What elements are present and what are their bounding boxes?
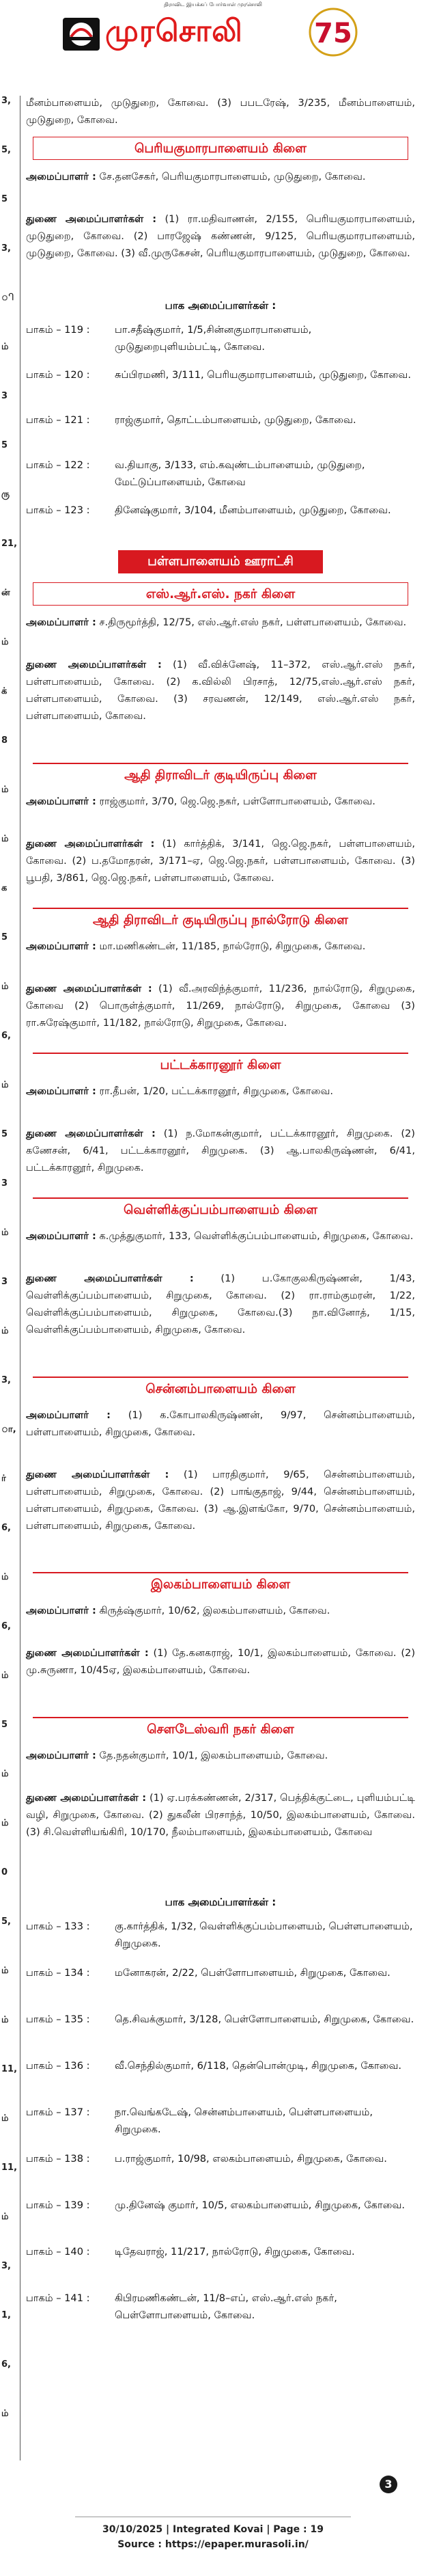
adjacent-column-fragment-text: ர் — [1, 1474, 6, 1484]
adjacent-column-fragment-text: ம் — [1, 785, 9, 795]
organiser-paragraph: அமைப்பாளர் : (1) க.கோபாலகிருஷ்ணன், 9/97, சென்னம்பாளையம், பள்ளபாளையம், சிறுமுகை, கோவை. — [26, 1409, 415, 1438]
adjacent-column-fragment-text: 5 — [1, 1720, 8, 1730]
adjacent-column-fragment-text: 3 — [1, 1178, 8, 1189]
booth-number: பாகம் – 121 : — [26, 414, 90, 426]
booth-organisers-title: பாக அமைப்பாளர்கள் : — [165, 1896, 276, 1908]
booth-organiser: மு.தினேஷ் குமார், 10/5, எலகம்பாளையம், சிறுமுகை, கோவை. — [115, 2199, 406, 2211]
section-heading-ilakampalayam: இலகம்பாளையம் கிளை — [33, 1572, 408, 1595]
deputy-organisers-paragraph: துணை அமைப்பாளர்கள் : (1) கார்த்திக், 3/141, ஜெ.ஜெ.நகர், பள்ளபாளையம், கோவை. (2) ப.தமோதரன், 3/171–ஏ, ஜெ.ஜெ.நகர், பள்ளபாளையம், கோவை. (3) பூபதி, 3/861, ஜெ.ஜெ.நகர், பள்ளபாளையம், கோவை. — [26, 838, 416, 884]
organiser-paragraph: அமைப்பாளர் : ரா.தீபன், 1/20, பட்டக்காரனூர், சிறுமுகை, கோவை. — [26, 1085, 334, 1097]
adjacent-column-fragment-text: ம் — [1, 342, 9, 352]
adjacent-column-fragment-text: 6, — [1, 1031, 11, 1041]
masthead — [0, 0, 426, 56]
booth-organiser: கு.கார்த்திக், 1/32, வெள்ளிக்குப்பம்பாளையம், பெள்ளபாளையம், சிறுமுகை. — [115, 1921, 413, 1949]
organiser-paragraph: அமைப்பாளர் : ராஜ்குமார், 3/70, ஜெ.ஜெ.நகர், பள்ளோபாளையம், கோவை. — [26, 796, 375, 807]
logo-wordmark: முரசொலி — [105, 14, 243, 49]
adjacent-column-fragment-text: ம் — [1, 2409, 9, 2419]
adjacent-column-fragment-text: 8 — [1, 735, 8, 746]
deputy-organisers-paragraph: துணை அமைப்பாளர்கள் : (1) வீ.அரவிந்த்குமார், 11/236, நால்ரோடு, சிறுமுகை, கோவை (2) பொருள்த்குமார், 11/269, நால்ரோடு, சிறுமுகை, கோவை (3) ரா.சுரேஷ்குமார், 11/182, நால்ரோடு, சிறுமுகை, கோவை. — [26, 983, 416, 1029]
newspaper-logo[interactable] — [61, 7, 362, 55]
adjacent-column-fragment-text: 5, — [1, 1916, 11, 1927]
booth-organiser: வீ.செந்தில்குமார், 6/118, தென்பொன்முடி, சிறுமுகை, கோவை. — [115, 2060, 402, 2072]
organiser-paragraph: அமைப்பாளர் : சே.தனசேகர், பெரியகுமாரபாளையம், முடுதுறை, கோவை. — [26, 171, 366, 182]
section-heading-adi-dravidar: ஆதி திராவிடர் குடியிருப்பு கிளை — [33, 763, 408, 786]
booth-organiser: மனோகரன், 2/22, பெள்ளோபாளையம், சிறுமுகை, கோவை. — [115, 1967, 390, 1979]
adjacent-column-fragment-text: ம் — [1, 981, 9, 992]
booth-number: பாகம் – 136 : — [26, 2060, 90, 2072]
booth-organiser: கிபிரமணிகண்டன், 11/8–எப், எஸ்.ஆர்.எஸ் நகர், பெள்ளோபாளையம், கோவை. — [115, 2292, 337, 2321]
adjacent-column-fragment-text: ம் — [1, 834, 9, 844]
adjacent-column-fragment — [0, 96, 20, 2460]
section-heading-saradesvari-nagar: சௌடேஸ்வரி நகர் கிளை — [33, 1717, 408, 1740]
booth-organiser: ப.ராஜ்குமார், 10/98, எலகம்பாளையம், சிறுமுகை, கோவை. — [115, 2153, 387, 2165]
deputy-organisers-paragraph: துணை அமைப்பாளர்கள் : (1) வீ.விக்னேஷ், 11–372, எஸ்.ஆர்.எஸ் நகர், பள்ளபாளையம், கோவை. (2) க.வில்லி பிரசாத், 12/75,எஸ்.ஆர்.எஸ் நகர், பள்ளபாளையம், கோவை. (3) சரவணன், 12/149, எஸ்.ஆர்.எஸ் நகர், பள்ளபாளையம், கோவை. — [26, 659, 415, 722]
deputy-organisers-paragraph: துணை அமைப்பாளர்கள் : (1) தே.கனகராஜ், 10/1, இலகம்பாளையம், கோவை. (2) மு.சுருணா, 10/45ஏ, இலகம்பாளையம், கோவை. — [26, 1647, 416, 1676]
adjacent-column-fragment-text: 5 — [1, 1129, 8, 1139]
adjacent-column-fragment-text: 3, — [1, 243, 11, 254]
booth-organiser: தெ.சிவக்குமார், 3/128, பெள்ளோபாளையம், சிறுமுகை, கோவை. — [115, 2014, 414, 2025]
adjacent-column-fragment-text: ம் — [1, 2212, 9, 2222]
deputy-organisers-paragraph: துணை அமைப்பாளர்கள் : (1) ந.மோகன்குமார், பட்டக்காரனூர், சிறுமுகை. (2) கணேசன், 6/41, பட்டக்காரனூர், சிறுமுகை. (3) ஆ.பாலகிருஷ்ணன், 6/41, பட்டக்காரனூர், சிறுமுகை. — [26, 1128, 416, 1174]
adjacent-column-fragment-text: 5 — [1, 932, 8, 943]
adjacent-column-fragment-text: 1, — [1, 2310, 11, 2320]
booth-number: பாகம் – 133 : — [26, 1921, 90, 1932]
booth-number: பாகம் – 138 : — [26, 2153, 90, 2165]
booth-organisers-title: பாக அமைப்பாளர்கள் : — [165, 299, 276, 312]
section-heading-srs-nagar: எஸ்.ஆர்.எஸ். நகர் கிளை — [33, 582, 408, 606]
booth-organiser: டிதேவராஜ், 11/217, நால்ரோடு, சிறுமுகை, கோவை. — [115, 2246, 355, 2258]
badge-number: 75 — [314, 18, 352, 49]
booth-number: பாகம் – 122 : — [26, 459, 90, 471]
party-emblem-icon — [61, 16, 101, 52]
deputy-organisers-paragraph: துணை அமைப்பாளர்கள் : (1) பாரதிகுமார், 9/65, சென்னம்பாளையம், பள்ளபாளையம், சிறுமுகை, கோவை. (2) பாங்குதாஜ், 9/44, சென்னம்பாளையம், பள்ளபாளையம், சிறுமுகை, கோவை. (3) ஆ.இளங்கோ, 9/70, சென்னம்பாளையம், பள்ளபாளையம், சிறுமுகை, கோவை. — [26, 1469, 416, 1532]
booth-number: பாகம் – 135 : — [26, 2014, 90, 2025]
booth-organiser: ராஜ்குமார், தொட்டம்பாளையம், முடுதுறை, கோவை. — [115, 414, 356, 426]
deputy-organisers-paragraph: துணை அமைப்பாளர்கள் : (1) ஏ.பரக்கண்ணன், 2/317, பெத்திக்குட்டை, புளியம்பட்டி வழி, சிறுமுகை, கோவை. (2) துகலீன் பிரசாந்த், 10/50, இலகம்பாளையம், கோவை. (3) சி.வெள்ளியங்கிரி, 10/170, நீலம்பாளையம், இலகம்பாளையம், கோவை — [26, 1792, 416, 1838]
adjacent-column-fragment-text: ம் — [1, 1769, 9, 1779]
intro-paragraph: மீனம்பாளையம், முடுதுறை, கோவை. (3) பபடரேஷ், 3/235, மீனம்பாளையம், முடுதுறை, கோவை. — [26, 97, 415, 126]
adjacent-column-fragment-text: 6, — [1, 1621, 11, 1631]
adjacent-column-fragment-text: ம் — [1, 1228, 9, 1238]
deputy-organisers-paragraph: துணை அமைப்பாளர்கள் : (1) ப.கோகுலகிருஷ்ணன், 1/43, வெள்ளிக்குப்பம்பாளையம், சிறுமுகை, கோவை. (2) ரா.ராம்குமரன், 1/22, வெள்ளிக்குப்பம்பாளையம், சிறுமுகை, கோவை.(3) நா.வினோத், 1/15, வெள்ளிக்குப்பம்பாளையம், சிறுமுகை, கோவை. — [26, 1273, 415, 1336]
adjacent-column-fragment-text: 6, — [1, 1523, 11, 1533]
masthead-tagline: திராவிட இயக்கப் போர்வாள் முரசொலி — [164, 1, 262, 8]
adjacent-column-fragment-text: 5 — [1, 440, 8, 450]
booth-number: பாகம் – 134 : — [26, 1967, 90, 1979]
adjacent-column-fragment-text: 6, — [1, 2359, 11, 2370]
section-heading-vellikuppampalayam: வெள்ளிக்குப்பம்பாளையம் கிளை — [33, 1197, 408, 1221]
adjacent-column-fragment-text: 11, — [1, 2064, 18, 2074]
panchayat-heading-pallapalayam: பள்ளபாளையம் ஊராட்சி — [118, 550, 323, 573]
booth-number: பாகம் – 140 : — [26, 2246, 90, 2258]
adjacent-column-fragment-text: 3, — [1, 96, 11, 106]
page-footer — [0, 2522, 426, 2552]
organiser-paragraph: அமைப்பாளர் : மா.மணிகண்டன், 11/185, நால்ரோடு, சிறுமுகை, கோவை. — [26, 940, 366, 952]
adjacent-column-fragment-text: ன் — [1, 588, 10, 598]
adjacent-column-fragment-text: 0 — [1, 1867, 8, 1877]
adjacent-column-fragment-text: ம் — [1, 637, 9, 647]
adjacent-column-fragment-text: ம் — [1, 1818, 9, 1828]
adjacent-column-fragment-text: 5, — [1, 145, 11, 155]
adjacent-column-fragment-text: 3 — [1, 1277, 8, 1287]
booth-organiser: நா.வெங்கடேஷ், சென்னம்பாளையம், பெள்ளபாளையம், சிறுமுகை. — [115, 2106, 373, 2135]
page-number-badge: 3 — [380, 2476, 397, 2493]
adjacent-column-fragment-text: 21, — [1, 539, 18, 549]
adjacent-column-fragment-text: 3 — [1, 391, 8, 401]
adjacent-column-fragment-text: ம் — [1, 2113, 9, 2124]
adjacent-column-fragment-text: ம் — [1, 1670, 9, 1681]
booth-organiser: பா.சதீஷ்குமார், 1/5,சின்னகுமாரபாளையம், முடுதுறைபுளியம்பட்டி, கோவை. — [115, 324, 312, 353]
adjacent-column-fragment-text: ி — [1, 293, 14, 303]
footer-source-link[interactable]: Source : https://epaper.murasoli.in/ — [117, 2539, 309, 2550]
booth-number: பாகம் – 123 : — [26, 504, 90, 516]
adjacent-column-fragment-text: ரு — [1, 489, 10, 500]
adjacent-column-fragment-text: 3, — [1, 2261, 11, 2271]
adjacent-column-fragment-text: க் — [1, 686, 8, 696]
adjacent-column-fragment-text: க — [1, 883, 8, 893]
adjacent-column-fragment-text: 5 — [1, 194, 8, 204]
booth-number: பாகம் – 137 : — [26, 2106, 90, 2118]
booth-number: பாகம் – 120 : — [26, 369, 90, 381]
organiser-paragraph: அமைப்பாளர் : தே.நதன்குமார், 10/1, இலகம்பாளையம், கோவை. — [26, 1750, 328, 1761]
booth-organiser: தினேஷ்குமார், 3/104, மீனம்பாளையம், முடுதுறை, கோவை. — [115, 504, 391, 516]
organiser-paragraph: அமைப்பாளர் : ச.திருமூர்த்தி, 12/75, எஸ்.ஆர்.எஸ் நகர், பள்ளபாளையம், கோவை. — [26, 616, 407, 628]
booth-number: பாகம் – 141 : — [26, 2292, 90, 2304]
organiser-paragraph: அமைப்பாளர் : க.முத்துகுமார், 133, வெள்ளிக்குப்பம்பாளையம், சிறுமுகை, கோவை. — [26, 1230, 414, 1242]
booth-number: பாகம் – 139 : — [26, 2199, 90, 2211]
adjacent-column-fragment-text: ம் — [1, 1572, 9, 1582]
booth-organiser: வ.தியாகு, 3/133, எம்.கவுண்டம்பாளையம், முடுதுறை, மேட்டுப்பாளையம், கோவை — [115, 459, 365, 488]
footer-edition-info: 30/10/2025 | Integrated Kovai | Page : 19 — [102, 2524, 324, 2535]
section-heading-periyakumarapalayam: பெரியகுமாரபாளையம் கிளை — [33, 137, 408, 160]
section-heading-adi-dravidar-nalroad: ஆதி திராவிடர் குடியிருப்பு நால்ரோடு கிளை — [33, 908, 408, 931]
adjacent-column-fragment-text: 11, — [1, 2163, 18, 2173]
anniversary-75-badge — [299, 7, 362, 57]
adjacent-column-fragment-text: ா, — [1, 1424, 16, 1435]
section-heading-chennampalayam: சென்னம்பாளையம் கிளை — [33, 1377, 408, 1400]
booth-number: பாகம் – 119 : — [26, 324, 90, 336]
article-column — [26, 94, 415, 2555]
adjacent-column-fragment-text: ம் — [1, 1966, 9, 1976]
deputy-organisers-paragraph: துணை அமைப்பாளர்கள் : (1) ரா.மதிவாணன், 2/155, பெரியகுமாரபாளையம், முடுதுறை, கோவை. (2) பாரஜேஷ் கண்ணன், 9/125, பெரியகுமாரபாளையம், முடுதுறை, கோவை. (3) வீ.முருகேசன், பெரியகுமாரபாளையம், முடுதுறை, கோவை. — [26, 213, 415, 259]
adjacent-column-fragment-text: ம் — [1, 1326, 9, 1336]
adjacent-column-fragment-text: ம் — [1, 2015, 9, 2025]
organiser-paragraph: அமைப்பாளர் : கிருத்ஷ்குமார், 10/62, இலகம்பாளையம், கோவை. — [26, 1605, 330, 1616]
adjacent-column-fragment-text: 3, — [1, 1375, 11, 1385]
booth-organiser: சுப்பிரமணி, 3/111, பெரியகுமாரபாளையம், முடுதுறை, கோவை. — [115, 369, 411, 381]
section-heading-pattakkaranur: பட்டக்காரனூர் கிளை — [33, 1053, 408, 1076]
adjacent-column-fragment-text: ம் — [1, 1080, 9, 1090]
